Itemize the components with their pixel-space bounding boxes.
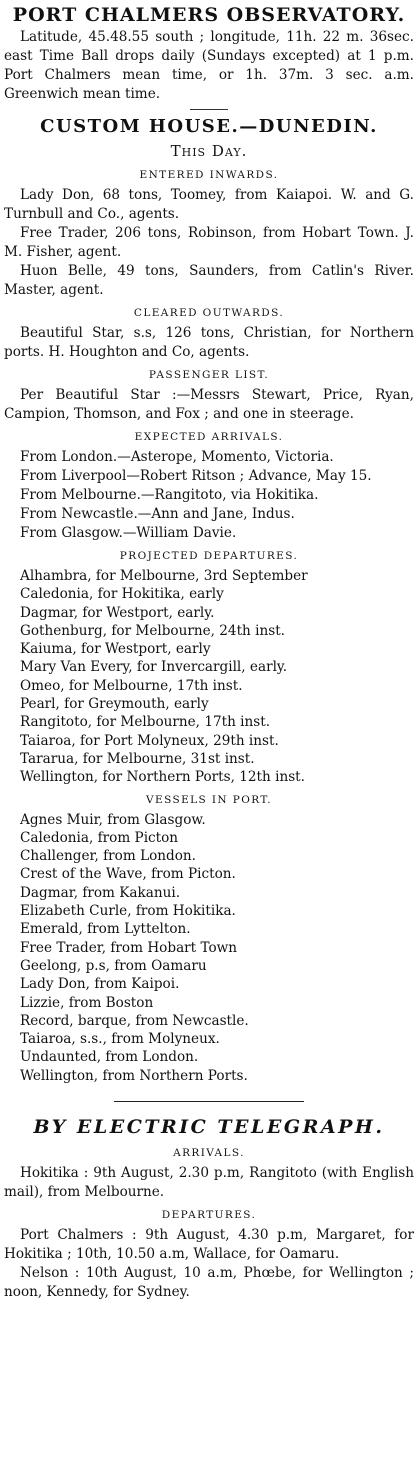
list-item: Mary Van Every, for Invercargill, early. (20, 659, 288, 676)
vessels-in-port-list (4, 811, 414, 1085)
cleared-outwards-block (4, 306, 414, 362)
expected-arrival-entry: From Glasgow.—William Davie. (20, 525, 237, 541)
telegraph-title: BY ELECTRIC TELEGRAPH. (33, 1116, 385, 1139)
projected-departures-list (4, 567, 414, 787)
projected-departures-block (4, 549, 414, 787)
list-item: Kaiuma, for Westport, early (20, 641, 211, 658)
entered-inwards-entry: Lady Don, 68 tons, Toomey, from Kaiapoi. W. and G. Turnbull and Co., agents. (4, 187, 414, 222)
list-item: Lizzie, from Boston (20, 994, 154, 1011)
entered-inwards-heading: ENTERED INWARDS. (139, 169, 279, 181)
list-item: Challenger, from London. (20, 848, 197, 865)
projected-departures-heading: PROJECTED DEPARTURES. (119, 550, 299, 562)
list-item: Wellington, for Northern Ports, 12th inst. (20, 769, 305, 786)
list-item: Pearl, for Greymouth, early (20, 696, 209, 713)
vessels-in-port-block (4, 793, 414, 1085)
cleared-outwards-entry: Beautiful Star, s.s, 126 tons, Christian, for Northern ports. H. Houghton and Co, agents. (4, 325, 414, 360)
list-item: Tararua, for Melbourne, 31st inst. (20, 750, 255, 767)
customs-section (4, 114, 414, 1085)
expected-arrival-entry: From London.—Asterope, Momento, Victoria. (20, 449, 334, 465)
list-item: Free Trader, from Hobart Town (20, 939, 238, 956)
list-item: Alhambra, for Melbourne, 3rd September (20, 568, 308, 584)
list-item: Record, barque, from Newcastle. (20, 1012, 249, 1029)
list-item: Taiaroa, s.s., from Molyneux. (20, 1031, 220, 1048)
list-item: Undaunted, from London. (20, 1049, 199, 1066)
list-item: Lady Don, from Kaipoi. (20, 976, 180, 993)
list-item: Elizabeth Curle, from Hokitika. (20, 903, 236, 920)
list-item: Caledonia, for Hokitika, early (20, 586, 224, 603)
observatory-section (4, 2, 414, 104)
list-item: Dagmar, for Westport, early. (20, 604, 215, 621)
expected-arrival-entry: From Liverpool—Robert Ritson ; Advance, May 15. (20, 468, 372, 484)
short-divider (190, 109, 228, 110)
list-item: Geelong, p.s, from Oamaru (20, 957, 207, 974)
telegraph-departures-block (4, 1208, 414, 1302)
list-item: Rangitoto, for Melbourne, 17th inst. (20, 714, 271, 731)
telegraph-departure-entry: Port Chalmers : 9th August, 4.30 p.m, Margaret, for Hokitika ; 10th, 10.50 a.m, Wallace, for Oamaru. (4, 1227, 414, 1263)
customs-subtitle: This Day. (170, 142, 248, 160)
expected-arrivals-heading: EXPECTED ARRIVALS. (134, 431, 284, 443)
list-item: Taiaroa, for Port Molyneux, 29th inst. (20, 732, 279, 749)
telegraph-arrival-entry: Hokitika : 9th August, 2.30 p.m, Rangitoto (with English mail), from Melbourne. (4, 1165, 414, 1201)
telegraph-section (4, 1114, 414, 1302)
list-item: Caledonia, from Picton (20, 829, 179, 846)
expected-arrivals-block (4, 430, 414, 543)
customs-title: CUSTOM HOUSE.—DUNEDIN. (40, 116, 378, 137)
list-item: Gothenburg, for Melbourne, 24th inst. (20, 622, 285, 639)
expected-arrival-entry: From Melbourne.—Rangitoto, via Hokitika. (20, 487, 319, 503)
passenger-list-block (4, 368, 414, 424)
telegraph-arrivals-block (4, 1146, 414, 1202)
vessels-in-port-heading: VESSELS IN PORT. (146, 793, 272, 806)
telegraph-arrivals-heading: ARRIVALS. (173, 1147, 245, 1160)
list-item: Wellington, from Northern Ports. (20, 1067, 248, 1084)
passenger-list-entry: Per Beautiful Star :—Messrs Stewart, Price, Ryan, Campion, Thomson, and Fox ; and one in steerage. (4, 387, 414, 422)
list-item: Omeo, for Melbourne, 17th inst. (20, 677, 243, 694)
expected-arrival-entry: From Newcastle.—Ann and Jane, Indus. (20, 506, 295, 522)
telegraph-departure-entry: Nelson : 10th August, 10 a.m, Phœbe, for Wellington ; noon, Kennedy, for Sydney. (4, 1265, 414, 1301)
observatory-title: PORT CHALMERS OBSERVATORY. (12, 4, 406, 26)
entered-inwards-entry: Free Trader, 206 tons, Robinson, from Hobart Town. J. M. Fisher, agent. (4, 225, 414, 260)
observatory-paragraph: Latitude, 45.48.55 south ; longitude, 11h. 22 m. 36sec. east Time Ball drops daily (Sundays excepted) at 1 p.m. Port Chalmers mean time, or 1h. 37m. 3 sec. a.m. Greenwich mean time. (4, 29, 414, 102)
cleared-outwards-heading: CLEARED OUTWARDS. (133, 307, 285, 319)
entered-inwards-block (4, 168, 414, 300)
list-item: Agnes Muir, from Glasgow. (20, 811, 206, 828)
telegraph-departures-heading: DEPARTURES. (161, 1209, 257, 1222)
list-item: Crest of the Wave, from Picton. (20, 866, 236, 883)
long-divider (114, 1101, 304, 1102)
passenger-list-heading: PASSENGER LIST. (148, 369, 270, 381)
list-item: Emerald, from Lyttelton. (20, 921, 191, 938)
list-item: Dagmar, from Kakanui. (20, 884, 181, 901)
entered-inwards-entry: Huon Belle, 49 tons, Saunders, from Catlin's River. Master, agent. (4, 263, 414, 298)
